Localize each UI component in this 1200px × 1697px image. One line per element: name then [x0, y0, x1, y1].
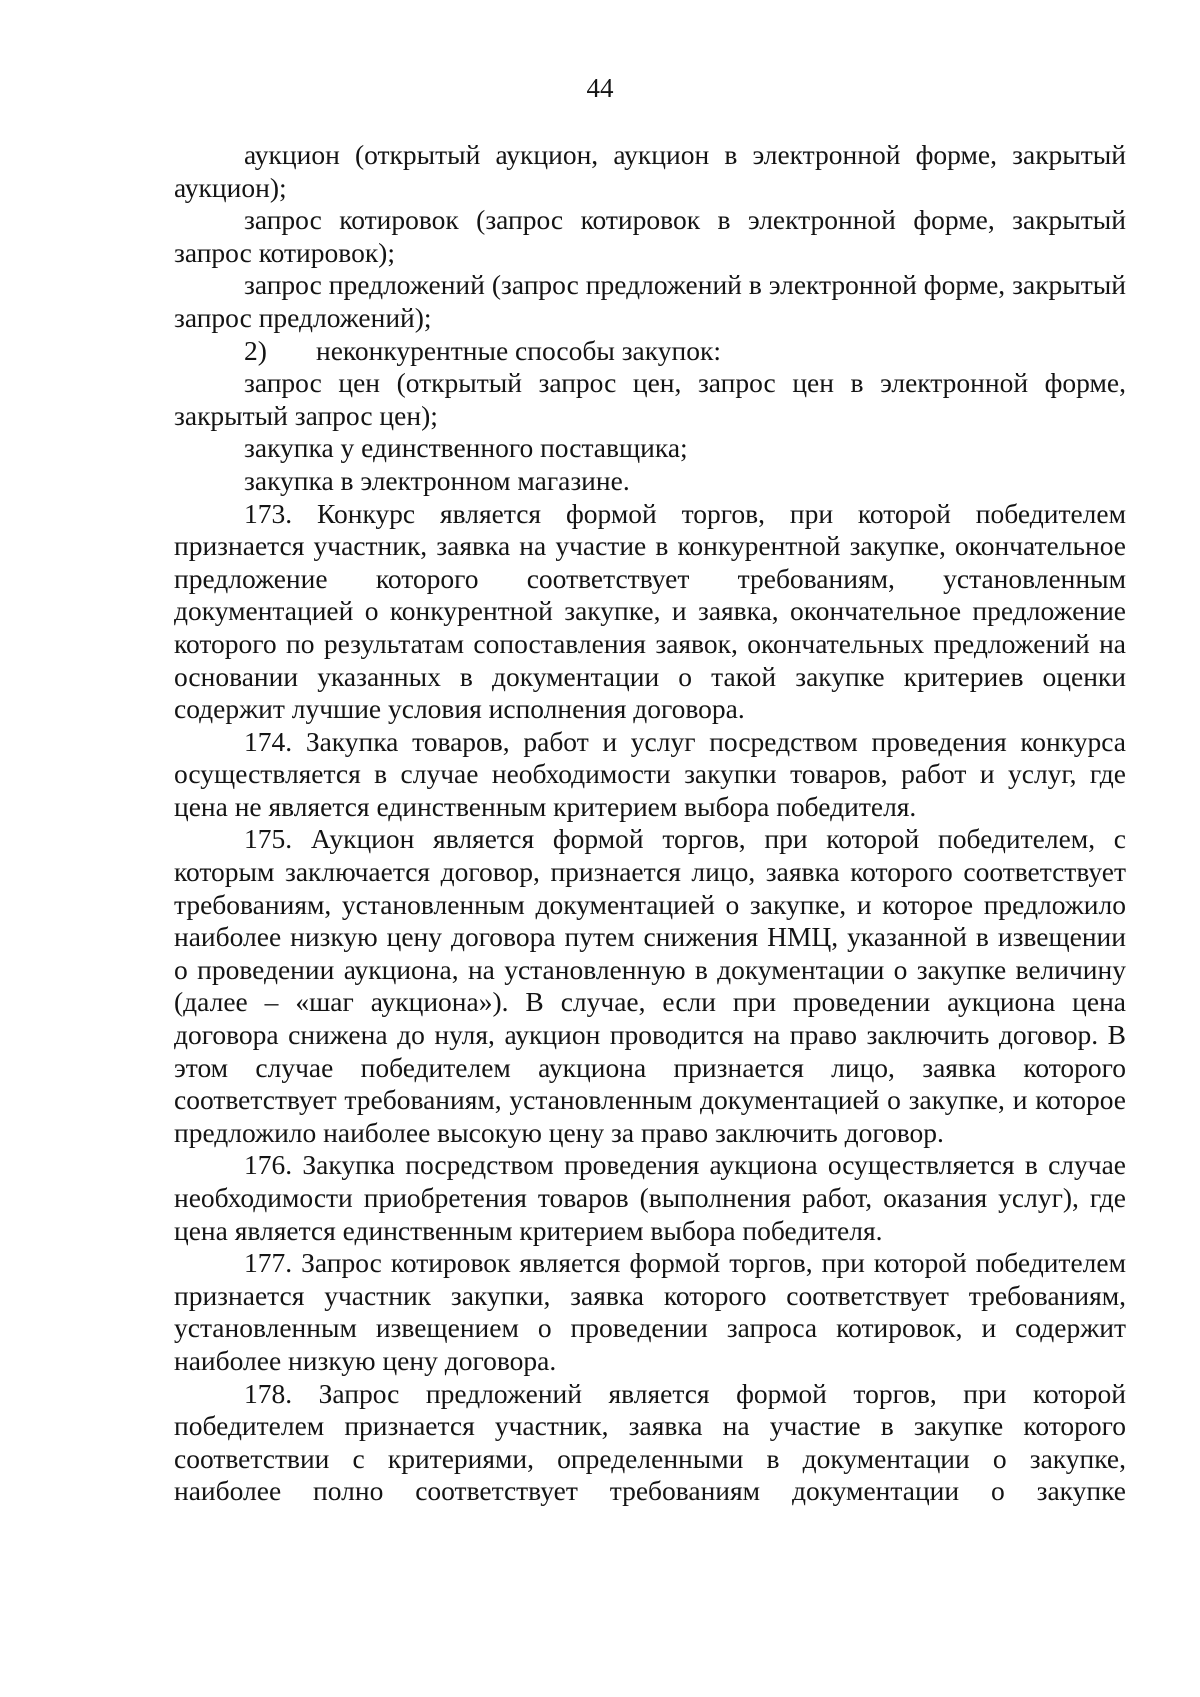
- paragraph-176: 176. Закупка посредством проведения аукциона осуществляется в случае необходимости приобретения товаров (выполнения работ, оказания услуг), где цена является единственным критерием выбора победителя.: [174, 1149, 1126, 1246]
- list-number: 2): [244, 334, 267, 366]
- paragraph-177: 177. Запрос котировок является формой торгов, при которой победителем признается участник закупки, заявка которого соответствует требованиям, установленным извещением о проведении запроса котировок, и содержит наиболее низкую цену договора.: [174, 1247, 1126, 1376]
- list-item-noncompetitive: [174, 335, 1126, 368]
- paragraph-price-request: запрос цен (открытый запрос цен, запрос цен в электронной форме, закрытый запрос цен);: [174, 367, 1126, 431]
- paragraph-178: 178. Запрос предложений является формой торгов, при которой победителем признается участник, заявка на участие в закупке которого соответствии с критериями, определенными в документации о закупке, наиболее полно соответствует требованиям документации о закупке: [174, 1377, 1126, 1507]
- paragraph-auction: аукцион (открытый аукцион, аукцион в электронной форме, закрытый аукцион);: [174, 139, 1126, 203]
- paragraph-proposal-request: запрос предложений (запрос предложений в электронной форме, закрытый запрос предложений);: [174, 269, 1126, 333]
- page-number: 44: [586, 73, 614, 103]
- list-item-label: неконкурентные способы закупок:: [316, 334, 721, 366]
- paragraph-174: 174. Закупка товаров, работ и услуг посредством проведения конкурса осуществляется в случае необходимости закупки товаров, работ и услуг, где цена не является единственным критерием выбора победителя.: [174, 725, 1126, 822]
- document-body: [174, 139, 1126, 1508]
- paragraph-electronic-store: закупка в электронном магазине.: [244, 464, 630, 496]
- paragraph-quotation-request: запрос котировок (запрос котировок в электронной форме, закрытый запрос котировок);: [174, 204, 1126, 268]
- paragraph-single-supplier: закупка у единственного поставщика;: [244, 432, 688, 464]
- paragraph-175: 175. Аукцион является формой торгов, при которой победителем, с которым заключается договор, признается лицо, заявка которого соответствует требованиям, установленным документацией о закупке, и которое предложило наиболее низкую цену договора путем снижения НМЦ, указанной в извещении о проведении аукциона, на установленную в документации о закупке величину (далее – «шаг аукциона»). В случае, если при проведении аукциона цена договора снижена до нуля, аукцион проводится на право заключить договор. В этом случае победителем аукциона признается лицо, заявка которого соответствует требованиям, установленным документацией о закупке, и которое предложило наиболее высокую цену за право заключить договор.: [174, 823, 1126, 1148]
- paragraph-173: 173. Конкурс является формой торгов, при которой победителем признается участник, заявка на участие в конкурентной закупке, окончательное предложение которого соответствует требованиям, установленным документацией о конкурентной закупке, и заявка, окончательное предложение которого по результатам сопоставления заявок, окончательных предложений на основании указанных в документации о такой закупке критериев оценки содержит лучшие условия исполнения договора.: [174, 497, 1126, 725]
